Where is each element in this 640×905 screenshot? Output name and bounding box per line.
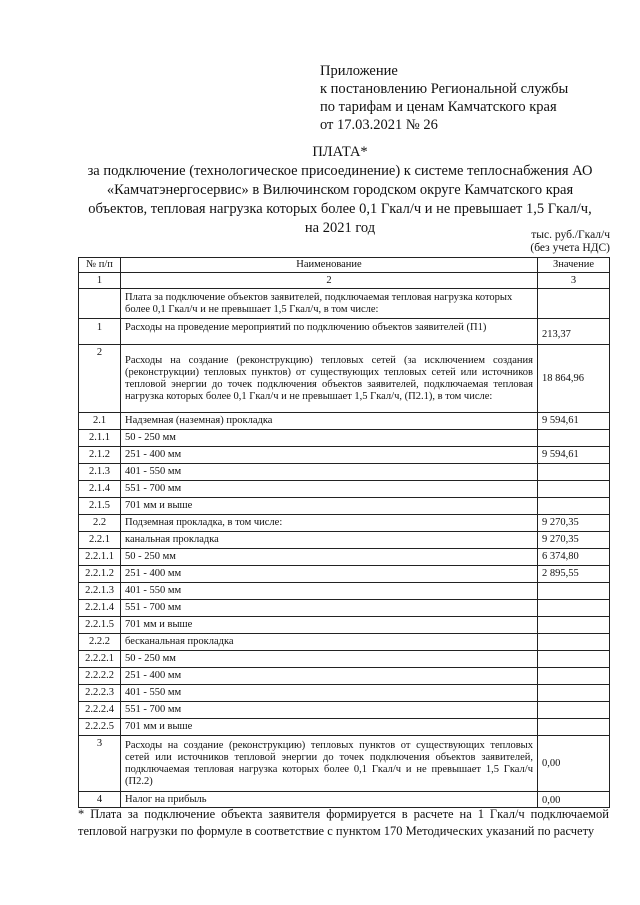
- row-name: 551 - 700 мм: [121, 600, 538, 617]
- units-note: [530, 229, 610, 255]
- row-value: 9 270,35: [538, 532, 610, 549]
- table-row: [79, 583, 610, 600]
- row-number: 2.2.2.4: [79, 702, 121, 719]
- table-row: [79, 345, 610, 413]
- row-number: 2.2.1.5: [79, 617, 121, 634]
- title-line: за подключение (технологическое присоединение) к системе теплоснабжения АО: [87, 163, 593, 179]
- row-value: [538, 600, 610, 617]
- column-number-row: [79, 273, 610, 289]
- row-number: 2.2.2.5: [79, 719, 121, 736]
- row-number: 2.2.1: [79, 532, 121, 549]
- row-number: 2.2.2.2: [79, 668, 121, 685]
- row-name: 701 мм и выше: [121, 617, 538, 634]
- row-name: бесканальная прокладка: [121, 634, 538, 651]
- row-number: 2.2.2.3: [79, 685, 121, 702]
- table-row: [79, 719, 610, 736]
- table-header-row: [79, 258, 610, 273]
- row-number: 2.2.2: [79, 634, 121, 651]
- appendix-line: от 17.03.2021 № 26: [320, 117, 438, 133]
- row-value: [538, 651, 610, 668]
- table-row: [79, 736, 610, 792]
- appendix-line: Приложение: [320, 63, 398, 79]
- table-row: [79, 498, 610, 515]
- row-number: 2.2.1.2: [79, 566, 121, 583]
- row-number: [79, 289, 121, 319]
- row-number: 4: [79, 792, 121, 808]
- row-value: [538, 634, 610, 651]
- row-value: [538, 719, 610, 736]
- table-row: [79, 413, 610, 430]
- row-name: Плата за подключение объектов заявителей, подключаемая тепловая нагрузка которых более 0,1 Гкал/ч и не превышает 1,5 Гкал/ч, в том числе:: [121, 289, 538, 319]
- column-header: № п/п: [79, 258, 121, 273]
- column-number: 3: [538, 273, 610, 289]
- title-line: «Камчатэнергосервис» в Вилючинском городском округе Камчатского края: [106, 182, 574, 198]
- row-number: 2.2.1.1: [79, 549, 121, 566]
- footnote: * Плата за подключение объекта заявителя формируется в расчете на 1 Гкал/ч подключаемой тепловой нагрузки по формуле в соответствие с пунктом 170 Методических указаний по расчету: [78, 807, 609, 838]
- table-row: [79, 481, 610, 498]
- appendix-line: к постановлению Региональной службы: [320, 81, 569, 97]
- row-name: Расходы на проведение мероприятий по подключению объектов заявителей (П1): [121, 319, 538, 345]
- table-row: [79, 289, 610, 319]
- row-name: Расходы на создание (реконструкцию) тепловых сетей (за исключением создания (реконструкции) тепловых пунктов) от существующих тепловых сетей или источников тепловой энергии до точек подключения объектов заявителей, подключаемая тепловая нагрузка которых более 0,1 Гкал/ч и не превышает 1,5 Гкал/ч, (П2.1), в том числе:: [121, 345, 538, 413]
- row-number: 2.2.1.3: [79, 583, 121, 600]
- table-row: [79, 319, 610, 345]
- row-value: [538, 583, 610, 600]
- row-number: 2.1.2: [79, 447, 121, 464]
- column-number: 1: [79, 273, 121, 289]
- row-value: 6 374,80: [538, 549, 610, 566]
- table-row: [79, 668, 610, 685]
- row-number: 2: [79, 345, 121, 413]
- tariff-table: [78, 257, 610, 808]
- title-line: объектов, тепловая нагрузка которых более 0,1 Гкал/ч и не превышает 1,5 Гкал/ч,: [88, 201, 592, 217]
- table-row: [79, 685, 610, 702]
- row-name: 701 мм и выше: [121, 498, 538, 515]
- column-header: Наименование: [121, 258, 538, 273]
- row-number: 1: [79, 319, 121, 345]
- row-name: 251 - 400 мм: [121, 668, 538, 685]
- table-row: [79, 549, 610, 566]
- document-title: [60, 143, 620, 238]
- row-number: 2.1.5: [79, 498, 121, 515]
- title-heading: ПЛАТА*: [312, 144, 368, 160]
- row-value: 9 594,61: [538, 413, 610, 430]
- title-line: на 2021 год: [304, 220, 376, 236]
- row-name: 551 - 700 мм: [121, 702, 538, 719]
- row-number: 2.1.1: [79, 430, 121, 447]
- row-name: 401 - 550 мм: [121, 583, 538, 600]
- row-name: 701 мм и выше: [121, 719, 538, 736]
- table-row: [79, 651, 610, 668]
- table-row: [79, 464, 610, 481]
- row-name: 50 - 250 мм: [121, 430, 538, 447]
- row-value: 18 864,96: [538, 345, 610, 413]
- appendix-block: [320, 62, 620, 134]
- row-name: 401 - 550 мм: [121, 464, 538, 481]
- row-value: [538, 289, 610, 319]
- column-number: 2: [121, 273, 538, 289]
- table-row: [79, 702, 610, 719]
- row-number: 2.2.2.1: [79, 651, 121, 668]
- row-number: 2.1.3: [79, 464, 121, 481]
- row-name: канальная прокладка: [121, 532, 538, 549]
- row-number: 2.1.4: [79, 481, 121, 498]
- table-row: [79, 515, 610, 532]
- row-number: 2.2: [79, 515, 121, 532]
- row-value: 9 270,35: [538, 515, 610, 532]
- table-row: [79, 430, 610, 447]
- table-row: [79, 600, 610, 617]
- row-name: 50 - 250 мм: [121, 651, 538, 668]
- units-line: (без учета НДС): [530, 242, 610, 254]
- row-value: 0,00: [538, 792, 610, 808]
- row-number: 2.2.1.4: [79, 600, 121, 617]
- column-header: Значение: [538, 258, 610, 273]
- row-name: Налог на прибыль: [121, 792, 538, 808]
- row-value: [538, 464, 610, 481]
- row-name: Подземная прокладка, в том числе:: [121, 515, 538, 532]
- row-value: [538, 498, 610, 515]
- row-name: 551 - 700 мм: [121, 481, 538, 498]
- row-name: 251 - 400 мм: [121, 447, 538, 464]
- row-value: [538, 685, 610, 702]
- row-value: 2 895,55: [538, 566, 610, 583]
- row-name: Расходы на создание (реконструкцию) тепловых пунктов от существующих тепловых сетей или источников тепловой энергии до точек подключения объектов заявителей, подключаемая тепловая нагрузка которых более 0,1 Гкал/ч и не превышает 1,5 Гкал/ч (П2.2): [121, 736, 538, 792]
- row-value: 213,37: [538, 319, 610, 345]
- row-value: [538, 668, 610, 685]
- row-value: [538, 617, 610, 634]
- row-value: [538, 481, 610, 498]
- row-value: 0,00: [538, 736, 610, 792]
- row-name: 50 - 250 мм: [121, 549, 538, 566]
- table-row: [79, 617, 610, 634]
- row-number: 3: [79, 736, 121, 792]
- appendix-line: по тарифам и ценам Камчатского края: [320, 99, 557, 115]
- row-value: [538, 702, 610, 719]
- row-name: 251 - 400 мм: [121, 566, 538, 583]
- table-row: [79, 447, 610, 464]
- units-line: тыс. руб./Гкал/ч: [531, 229, 610, 241]
- row-name: Надземная (наземная) прокладка: [121, 413, 538, 430]
- row-number: 2.1: [79, 413, 121, 430]
- row-value: [538, 430, 610, 447]
- row-name: 401 - 550 мм: [121, 685, 538, 702]
- table-row: [79, 532, 610, 549]
- row-value: 9 594,61: [538, 447, 610, 464]
- table-row: [79, 634, 610, 651]
- table-row: [79, 566, 610, 583]
